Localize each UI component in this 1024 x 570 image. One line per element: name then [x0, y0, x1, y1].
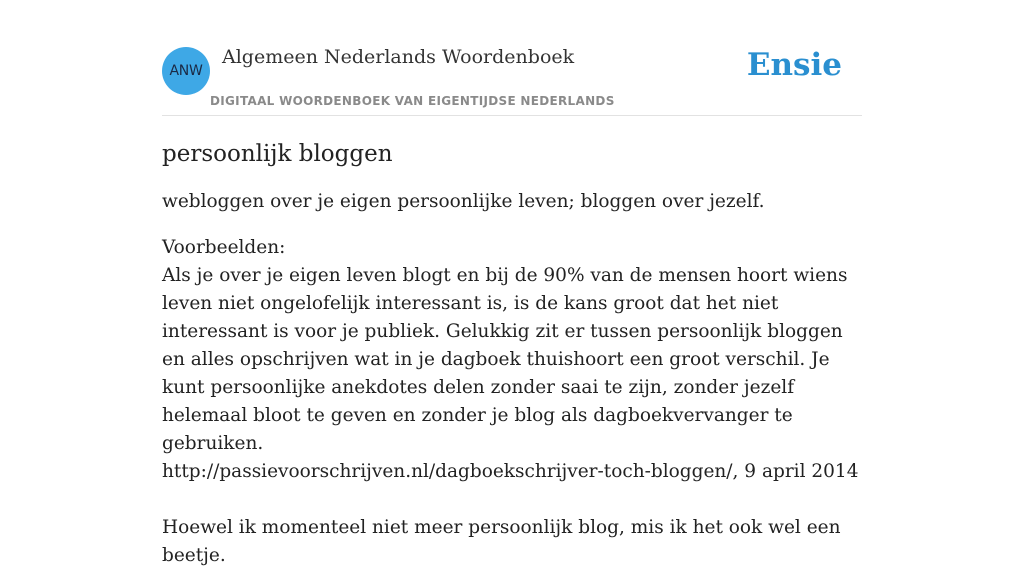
definition: webloggen over je eigen persoonlijke leven; bloggen over jezelf.: [162, 191, 765, 212]
entry-content: [162, 138, 862, 570]
ensie-logo-link[interactable]: Ensie: [746, 47, 842, 83]
site-subtitle: DIGITAAL WOORDENBOEK VAN EIGENTIJDSE NEDERLANDS: [210, 94, 615, 108]
headword: persoonlijk bloggen: [162, 141, 393, 167]
example-source: http://passievoorschrijven.nl/dagboekschrijver-toch-bloggen/, 9 april 2014: [162, 461, 859, 482]
example-item: [162, 262, 862, 486]
example-text: Hoewel ik momenteel niet meer persoonlijk blog, mis ik het ook wel een beetje.: [162, 517, 841, 566]
logo-text: ANW: [169, 63, 203, 79]
site-header: [162, 0, 862, 116]
examples-section: [162, 234, 862, 570]
site-title[interactable]: Algemeen Nederlands Woordenboek: [222, 46, 575, 68]
example-item: [162, 514, 862, 570]
examples-label: Voorbeelden:: [162, 237, 286, 258]
anw-logo[interactable]: [162, 47, 210, 95]
example-text: Als je over je eigen leven blogt en bij de 90% van de mensen hoort wiens leven niet ongelofelijk interessant is, is de kans groot dat het niet interessant is voor je publiek. Gelukkig zit er tussen persoonlijk bloggen en alles opschrijven wat in je dagboek thuishoort een groot verschil. Je kunt persoonlijke anekdotes delen zonder saai te zijn, zonder jezelf helemaal bloot te geven en zonder je blog als dagboekvervanger te gebruiken.: [162, 265, 848, 454]
